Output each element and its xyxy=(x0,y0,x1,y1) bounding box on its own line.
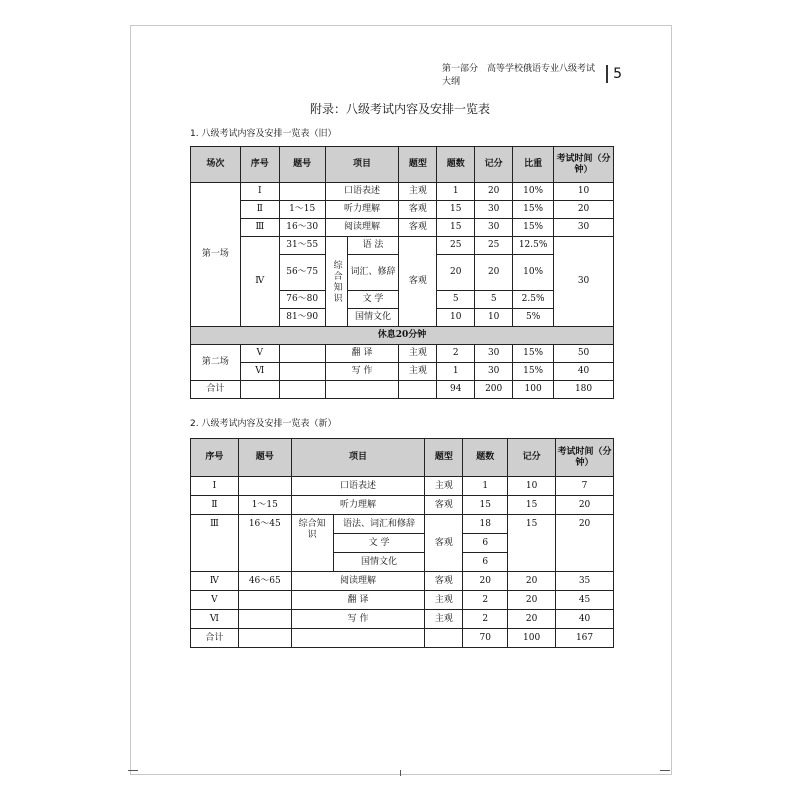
table-cell xyxy=(238,629,291,648)
table-cell: 15 xyxy=(508,496,556,515)
table-cell: 6 xyxy=(463,534,508,553)
table-row xyxy=(191,201,614,219)
group-label: 综合知识 xyxy=(291,515,333,572)
table-cell: Ⅳ xyxy=(191,572,239,591)
table-cell: 30 xyxy=(475,219,513,237)
table-cell: 18 xyxy=(463,515,508,534)
table-cell: 合计 xyxy=(191,381,241,399)
table-cell: 主观 xyxy=(399,183,437,201)
table-cell: 94 xyxy=(437,381,475,399)
table-row xyxy=(191,219,614,237)
table-cell: 15% xyxy=(513,219,554,237)
table-cell: 阅读理解 xyxy=(291,572,425,591)
table-cell xyxy=(238,610,291,629)
table-row xyxy=(191,591,614,610)
table-cell: 31～55 xyxy=(279,237,325,255)
col-header: 题型 xyxy=(399,147,437,183)
table-cell: Ⅵ xyxy=(191,610,239,629)
table-cell: 阅读理解 xyxy=(325,219,399,237)
table-cell: 30 xyxy=(475,201,513,219)
table-cell xyxy=(279,381,325,399)
table-cell: 100 xyxy=(508,629,556,648)
table-cell: 主观 xyxy=(399,363,437,381)
table-cell: 15% xyxy=(513,201,554,219)
table-cell: 1 xyxy=(463,477,508,496)
table-cell: 20 xyxy=(556,496,614,515)
table-cell: 口语表述 xyxy=(291,477,425,496)
table-row xyxy=(191,237,614,255)
table-cell: 客观 xyxy=(399,237,437,327)
col-header: 序号 xyxy=(240,147,279,183)
table-cell: 翻 译 xyxy=(291,591,425,610)
col-header: 考试时间（分钟） xyxy=(556,439,614,477)
col-header: 场次 xyxy=(191,147,241,183)
table-cell: 2 xyxy=(463,610,508,629)
col-header: 题数 xyxy=(463,439,508,477)
table-cell: 翻 译 xyxy=(325,345,399,363)
table-cell: 30 xyxy=(475,363,513,381)
table-cell: 1～15 xyxy=(279,201,325,219)
table-cell: Ⅰ xyxy=(191,477,239,496)
table-cell: Ⅲ xyxy=(191,515,239,572)
table-cell: 词汇、修辞 xyxy=(347,255,399,291)
table-row xyxy=(191,610,614,629)
table-cell: 5 xyxy=(475,291,513,309)
col-header: 项目 xyxy=(291,439,425,477)
total-row xyxy=(191,381,614,399)
table-header-row xyxy=(191,439,614,477)
table-cell: 10 xyxy=(554,183,614,201)
table-cell: 合计 xyxy=(191,629,239,648)
table-cell: 主观 xyxy=(399,345,437,363)
table-cell: 写 作 xyxy=(325,363,399,381)
table-cell: 10% xyxy=(513,183,554,201)
table-cell: 180 xyxy=(554,381,614,399)
running-header xyxy=(442,63,622,85)
col-header: 题号 xyxy=(238,439,291,477)
table-cell: Ⅴ xyxy=(191,591,239,610)
table-row xyxy=(191,496,614,515)
table-cell: 20 xyxy=(508,572,556,591)
table-cell: 语 法 xyxy=(347,237,399,255)
col-header: 考试时间（分钟） xyxy=(554,147,614,183)
table-cell: 5% xyxy=(513,309,554,327)
table-cell: 20 xyxy=(554,201,614,219)
col-header: 记分 xyxy=(508,439,556,477)
table-cell: 56～75 xyxy=(279,255,325,291)
table-cell: 客观 xyxy=(399,201,437,219)
table-cell: 6 xyxy=(463,553,508,572)
table-cell: 写 作 xyxy=(291,610,425,629)
table-cell: 文 学 xyxy=(333,534,425,553)
break-label: 休息20分钟 xyxy=(191,327,614,345)
table-cell: 40 xyxy=(556,610,614,629)
table-cell: 35 xyxy=(556,572,614,591)
table-cell: 15 xyxy=(463,496,508,515)
table-cell xyxy=(279,363,325,381)
table-cell: 主观 xyxy=(425,591,463,610)
table-cell xyxy=(291,629,425,648)
crop-mark xyxy=(660,770,670,771)
table-cell: 25 xyxy=(437,237,475,255)
break-row xyxy=(191,327,614,345)
table-cell xyxy=(279,183,325,201)
old-schedule-table xyxy=(190,146,614,399)
header-rule xyxy=(606,65,608,83)
total-row xyxy=(191,629,614,648)
page-title: 附录：八级考试内容及安排一览表 xyxy=(309,102,490,116)
table-row xyxy=(191,345,614,363)
table-cell: 70 xyxy=(463,629,508,648)
header-text: 第一部分 高等学校俄语专业八级考试大纲 xyxy=(442,64,596,87)
table-cell: 20 xyxy=(463,572,508,591)
table-cell: 国情文化 xyxy=(333,553,425,572)
table-cell: 15 xyxy=(437,219,475,237)
table-cell: 1 xyxy=(437,183,475,201)
table-cell: 国情文化 xyxy=(347,309,399,327)
table-cell: 15 xyxy=(508,515,556,572)
session-cell: 第一场 xyxy=(191,183,241,327)
table-cell: 10 xyxy=(508,477,556,496)
crop-mark xyxy=(400,770,401,776)
col-header: 项目 xyxy=(325,147,399,183)
group-label: 综合知识 xyxy=(325,237,347,327)
col-header: 记分 xyxy=(475,147,513,183)
table-cell: Ⅱ xyxy=(191,496,239,515)
col-header: 题数 xyxy=(437,147,475,183)
table-cell: 45 xyxy=(556,591,614,610)
col-header: 题号 xyxy=(279,147,325,183)
table-cell: 25 xyxy=(475,237,513,255)
table-cell: 20 xyxy=(508,610,556,629)
table-row xyxy=(191,515,614,534)
table-cell: 30 xyxy=(554,219,614,237)
new-schedule-table xyxy=(190,438,614,648)
table-cell: 文 学 xyxy=(347,291,399,309)
table-cell: 语法、词汇和修辞 xyxy=(333,515,425,534)
table-cell: 1 xyxy=(437,363,475,381)
table-cell: 16～45 xyxy=(238,515,291,572)
table-cell: 46～65 xyxy=(238,572,291,591)
table-cell: Ⅳ xyxy=(240,237,279,327)
table-cell: 76～80 xyxy=(279,291,325,309)
table-cell xyxy=(238,477,291,496)
table-cell: 30 xyxy=(554,237,614,327)
session-cell: 第二场 xyxy=(191,345,241,381)
table-cell: Ⅲ xyxy=(240,219,279,237)
table-cell: 7 xyxy=(556,477,614,496)
table-cell: Ⅰ xyxy=(240,183,279,201)
crop-mark xyxy=(128,770,138,771)
table-cell: 听力理解 xyxy=(291,496,425,515)
table-cell: 167 xyxy=(556,629,614,648)
col-header: 比重 xyxy=(513,147,554,183)
table-cell: 主观 xyxy=(425,477,463,496)
table-cell xyxy=(279,345,325,363)
table-cell: 口语表述 xyxy=(325,183,399,201)
table-cell: 12.5% xyxy=(513,237,554,255)
table-cell: 20 xyxy=(508,591,556,610)
table-cell xyxy=(425,629,463,648)
table-row xyxy=(191,572,614,591)
table-header-row xyxy=(191,147,614,183)
page-number: 5 xyxy=(613,66,622,82)
table-cell: 15% xyxy=(513,345,554,363)
table-cell xyxy=(399,381,437,399)
table-cell: 20 xyxy=(475,183,513,201)
table-cell: 客观 xyxy=(399,219,437,237)
col-header: 序号 xyxy=(191,439,239,477)
table-cell: Ⅴ xyxy=(240,345,279,363)
table-cell: 2 xyxy=(437,345,475,363)
table-row xyxy=(191,363,614,381)
col-header: 题型 xyxy=(425,439,463,477)
table-cell: 200 xyxy=(475,381,513,399)
table-cell: 10% xyxy=(513,255,554,291)
table-cell: 10 xyxy=(475,309,513,327)
table-cell: 15 xyxy=(437,201,475,219)
table-cell xyxy=(325,381,399,399)
new-table-title: 2. 八级考试内容及安排一览表（新） xyxy=(190,419,337,429)
table-cell: Ⅵ xyxy=(240,363,279,381)
table-cell: Ⅱ xyxy=(240,201,279,219)
table-cell: 客观 xyxy=(425,496,463,515)
table-cell xyxy=(238,591,291,610)
table-cell: 81～90 xyxy=(279,309,325,327)
table-cell: 20 xyxy=(475,255,513,291)
table-cell: 20 xyxy=(556,515,614,572)
table-cell: 听力理解 xyxy=(325,201,399,219)
table-cell: 客观 xyxy=(425,515,463,572)
table-row xyxy=(191,183,614,201)
table-cell: 16～30 xyxy=(279,219,325,237)
old-table-title: 1. 八级考试内容及安排一览表（旧） xyxy=(190,129,337,139)
table-cell: 10 xyxy=(437,309,475,327)
table-cell: 2 xyxy=(463,591,508,610)
table-cell: 50 xyxy=(554,345,614,363)
table-cell: 5 xyxy=(437,291,475,309)
table-cell: 40 xyxy=(554,363,614,381)
table-cell: 2.5% xyxy=(513,291,554,309)
table-row xyxy=(191,477,614,496)
table-cell: 1～15 xyxy=(238,496,291,515)
table-cell: 客观 xyxy=(425,572,463,591)
table-cell xyxy=(240,381,279,399)
table-cell: 20 xyxy=(437,255,475,291)
table-cell: 15% xyxy=(513,363,554,381)
table-cell: 主观 xyxy=(425,610,463,629)
table-cell: 100 xyxy=(513,381,554,399)
table-cell: 30 xyxy=(475,345,513,363)
